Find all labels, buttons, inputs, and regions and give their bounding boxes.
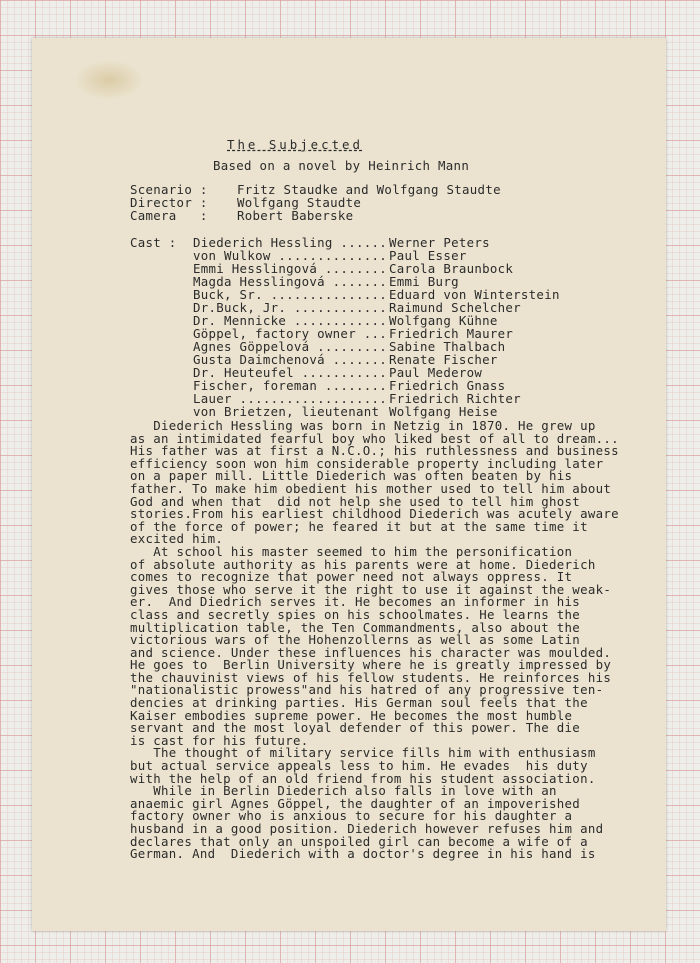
text-line: factory owner who is anxious to secure for his daughter a [130, 808, 573, 824]
text-line: stories.From his earliest childhood Diederich was acutely aware [130, 506, 619, 522]
text-line: comes to recognize that power need not always oppress. It [130, 569, 573, 585]
text-line: victorious wars of the Hohenzollerns as well as some Latin [130, 632, 581, 648]
text-line: efficiency soon won him considerable property including later [130, 455, 604, 471]
text-line: While in Berlin Diederich also falls in love with an [130, 783, 557, 799]
text-line: anaemic girl Agnes Göppel, the daughter of an impoverished [130, 795, 581, 811]
cast-actor: Emmi Burg [389, 274, 459, 289]
credit-role: Camera : [130, 208, 208, 223]
text-line: German. And Diederich with a doctor's degree in his hand is [130, 846, 596, 862]
text-line: "nationalistic prowess"and his hatred of any progressive ten- [130, 682, 604, 698]
text-line: His father was at first a N.C.O.; his ruthlessness and business [130, 443, 619, 459]
cast-actor: Friedrich Richter [389, 391, 521, 406]
cast-actor: Renate Fischer [389, 352, 498, 367]
text-line: on a paper mill. Little Diederich was often beaten by his [130, 468, 573, 484]
typed-page [32, 38, 666, 931]
text-line: The thought of military service fills him with enthusiasm [130, 745, 596, 761]
cast-role: Diederich Hessling ...... [193, 235, 387, 250]
credit-row [130, 209, 501, 222]
cast-role: Magda Hesslingová ....... [193, 274, 387, 289]
cast-actor: Paul Esser [389, 248, 467, 263]
cast-role: Gusta Daimchenová ....... [193, 352, 387, 367]
credit-role: Director : [130, 195, 208, 210]
text-line: At school his master seemed to him the personification [130, 543, 573, 559]
text-line: the chauvinist views of his fellow students. He reinforces his [130, 669, 612, 685]
cast-actor: Wolfgang Heise [389, 404, 498, 419]
document-subtitle: Based on a novel by Heinrich Mann [213, 158, 470, 173]
cast-role: Lauer ................... [193, 391, 387, 406]
cast-role: Buck, Sr. ............... [193, 287, 387, 302]
text-line: husband in a good position. Diederich however refuses him and [130, 821, 604, 836]
cast-actor: Eduard von Winterstein [389, 287, 560, 302]
text-line: and science. Under these influences his character was moulded. [130, 644, 612, 660]
credit-name: Fritz Staudke and Wolfgang Staudte [237, 182, 501, 197]
credits-block [130, 183, 501, 222]
text-line: Kaiser embodies supreme power. He becomes the most humble [130, 707, 573, 723]
cast-role: Dr.Buck, Jr. ............ [193, 300, 387, 315]
text-line: of the force of power; he feared it but at the same time it [130, 518, 588, 534]
text-line: declares that only an unspoiled girl can become a wife of a [130, 833, 588, 849]
text-line: is cast for his future. [130, 732, 309, 748]
text-line: gives those who serve it the right to use it against the weak- [130, 581, 612, 597]
cast-role: von Wulkow .............. [193, 248, 387, 263]
synopsis-text [130, 420, 650, 861]
cast-role: Fischer, foreman ........ [193, 378, 387, 393]
cast-actor: Werner Peters [389, 235, 490, 250]
cast-role: Emmi Hesslingová ........ [193, 261, 387, 276]
cast-role: Dr. Mennicke ............ [193, 313, 387, 328]
text-line: servant and the most loyal defender of this power. The die [130, 720, 581, 736]
credit-name: Robert Baberske [237, 208, 354, 223]
cast-actor: Friedrich Maurer [389, 326, 514, 341]
cast-actor: Sabine Thalbach [389, 339, 506, 354]
text-line: er. And Diedrich serves it. He becomes an informer in his [130, 594, 581, 610]
cast-label: Cast : [130, 235, 177, 250]
cast-list [130, 236, 560, 418]
cast-actor: Wolfgang Kühne [389, 313, 498, 328]
document-title: The Subjected [227, 137, 363, 152]
cast-role: Agnes Göppelová ......... [193, 339, 387, 354]
text-line: He goes to Berlin University where he is greatly impressed by [130, 657, 612, 673]
cast-role: Göppel, factory owner ... [193, 326, 387, 341]
text-line: Diederich Hessling was born in Netzig in 1870. He grew up [130, 418, 596, 433]
cast-actor: Friedrich Gnass [389, 378, 506, 393]
cast-actor: Paul Mederow [389, 365, 483, 380]
text-line: with the help of an old friend from his student association. [130, 770, 596, 786]
cast-actor: Carola Braunbock [389, 261, 514, 276]
text-line: excited him. [130, 531, 224, 547]
paper-stain [74, 60, 144, 100]
cast-role: von Brietzen, lieutenant [193, 404, 387, 419]
text-line: multiplication table, the Ten Commandments, also about the [130, 619, 581, 635]
cast-role: Dr. Heuteufel ........... [193, 365, 387, 380]
credit-role: Scenario : [130, 182, 208, 197]
cast-row [130, 405, 560, 418]
text-line: but actual service appeals less to him. He evades his duty [130, 758, 588, 774]
cast-actor: Raimund Schelcher [389, 300, 521, 315]
text-line: of absolute authority as his parents were at home. Diederich [130, 556, 596, 572]
text-line: God and when that did not help she used to tell him ghost [130, 493, 581, 509]
credit-name: Wolfgang Staudte [237, 195, 362, 210]
text-line: father. To make him obedient his mother used to tell him about [130, 480, 612, 496]
text-line: class and secretly spies on his schoolmates. He learns the [130, 606, 581, 622]
text-line: dencies at drinking parties. His German soul feels that the [130, 695, 588, 711]
text-line: as an intimidated fearful boy who liked best of all to dream... [130, 430, 619, 446]
